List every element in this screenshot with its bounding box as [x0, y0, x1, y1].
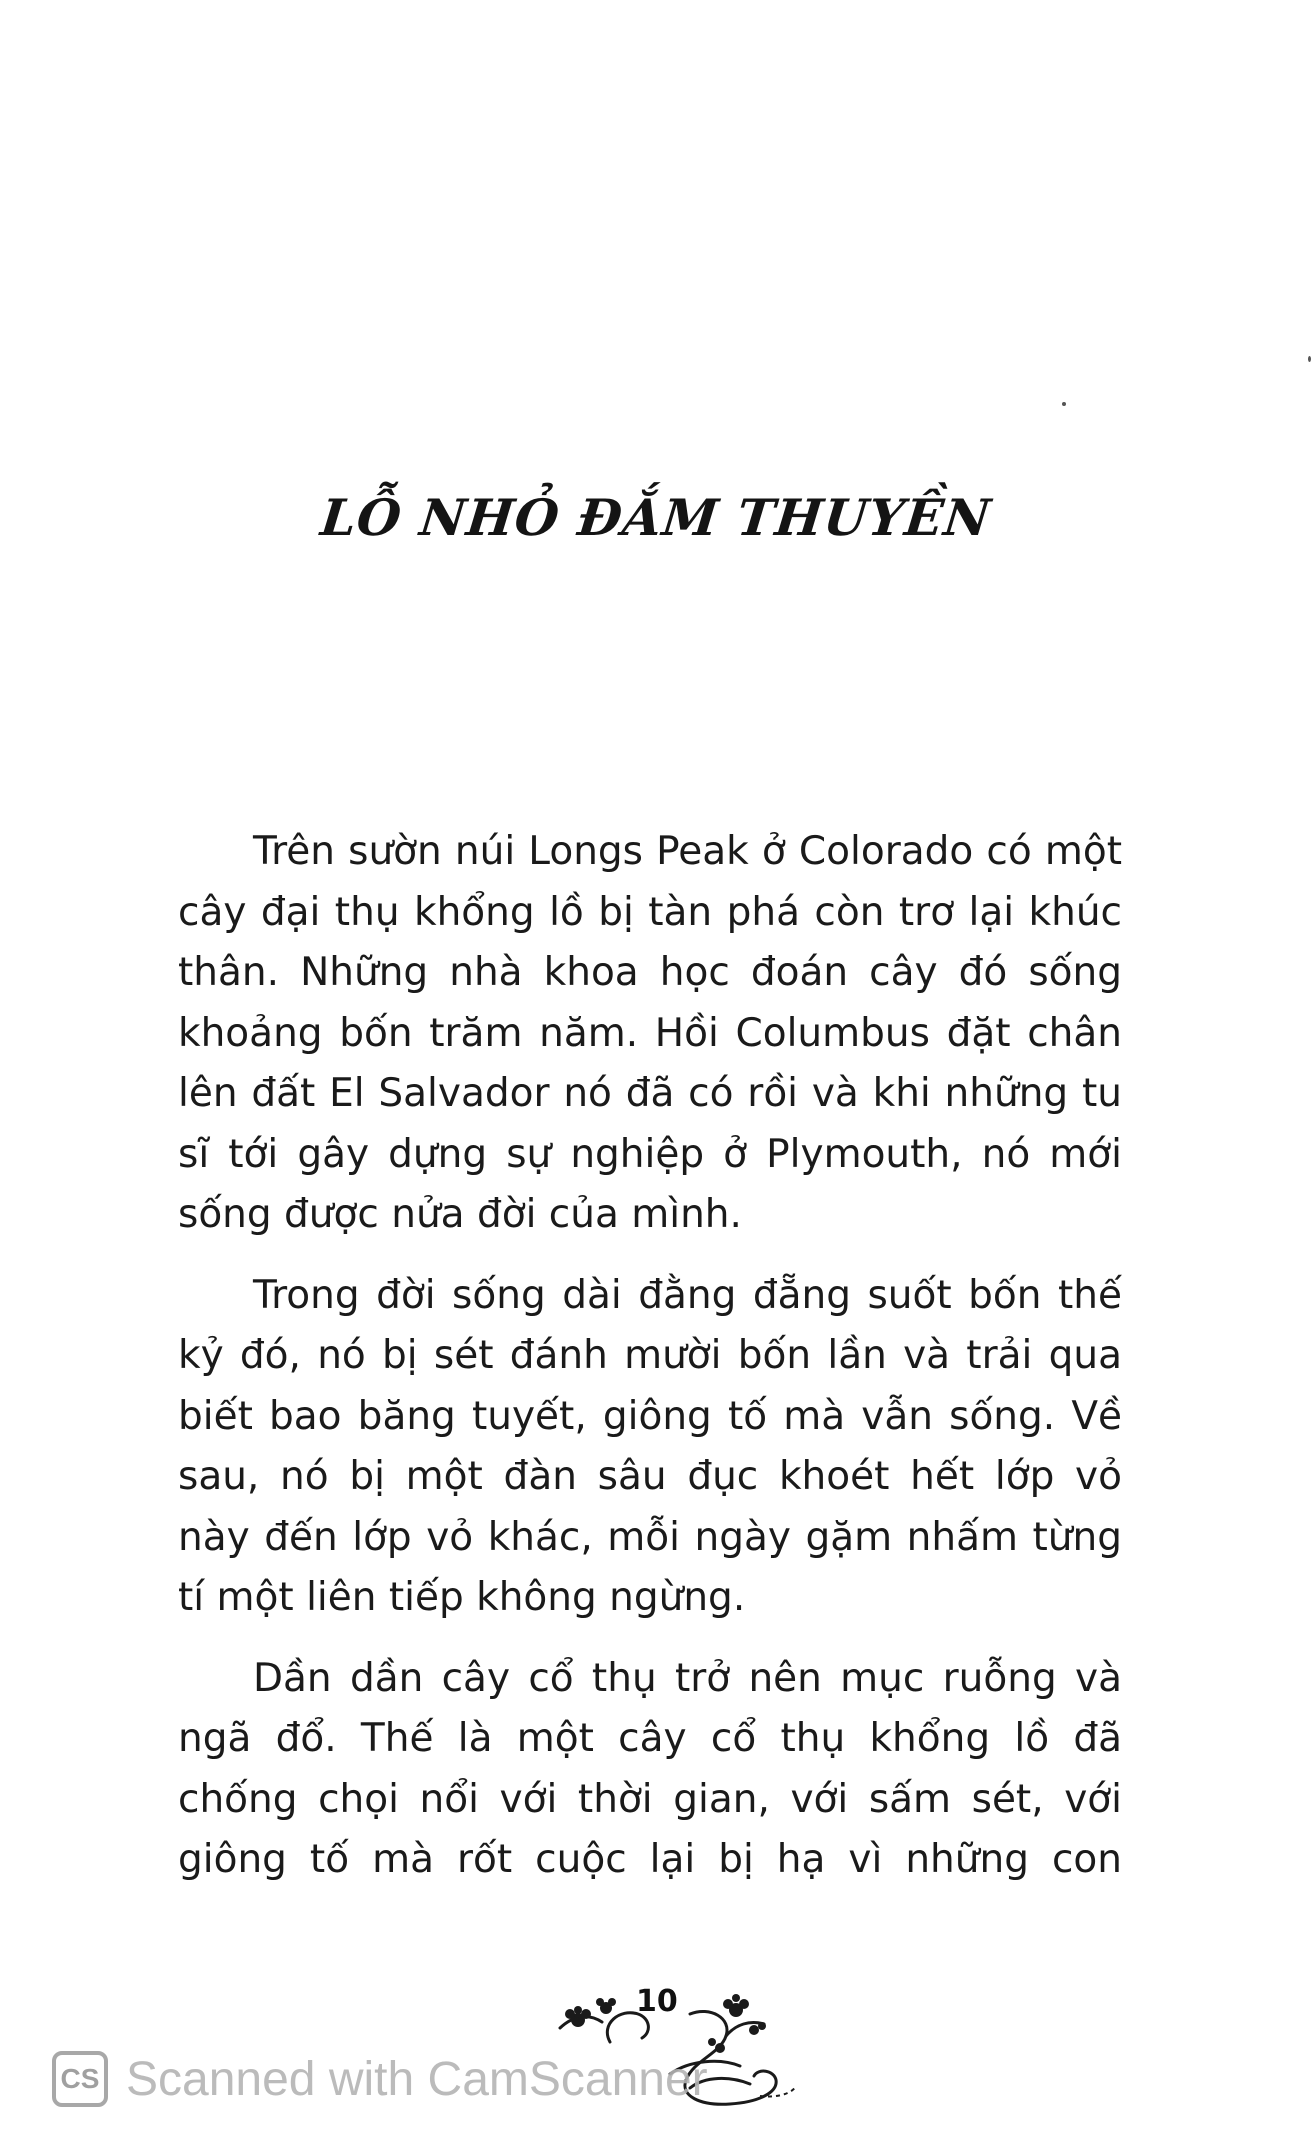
camscanner-logo-icon: CS — [52, 2051, 108, 2107]
scan-speck — [1062, 402, 1066, 406]
scan-speck — [1308, 356, 1311, 362]
paragraph-1: Trên sườn núi Longs Peak ở Colorado có một cây đại thụ khổng lồ bị tàn phá còn trơ lại khúc thân. Những nhà khoa học đoán cây đó sống khoảng bốn trăm năm. Hồi Columbus đặt chân lên đất El Salvador nó đã có rồi và khi những tu sĩ tới gây dựng sự nghiệp ở Plymouth, nó mới sống được nửa đời của mình. — [178, 829, 1122, 1237]
watermark-text: Scanned with CamScanner — [126, 2052, 708, 2106]
paragraph-2: Trong đời sống dài đằng đẵng suốt bốn thế kỷ đó, nó bị sét đánh mười bốn lần và trải qua biết bao băng tuyết, giông tố mà vẫn sống. Về sau, nó bị một đàn sâu đục khoét hết lớp vỏ này đến lớp vỏ khác, mỗi ngày gặm nhấm từng tí một liên tiếp không ngừng. — [178, 1272, 1122, 1620]
body-text — [178, 822, 1122, 1911]
chapter-title: LỖ NHỎ ĐẮM THUYỀN — [317, 488, 995, 547]
paragraph-3: Dần dần cây cổ thụ trở nên mục ruỗng và ngã đổ. Thế là một cây cổ thụ khổng lồ đã chống chọi nổi với thời gian, với sấm sét, với giông tố mà rốt cuộc lại bị hạ vì những con — [178, 1655, 1122, 1882]
page-number: 10 — [636, 1984, 678, 2019]
scanner-watermark — [52, 2044, 708, 2114]
